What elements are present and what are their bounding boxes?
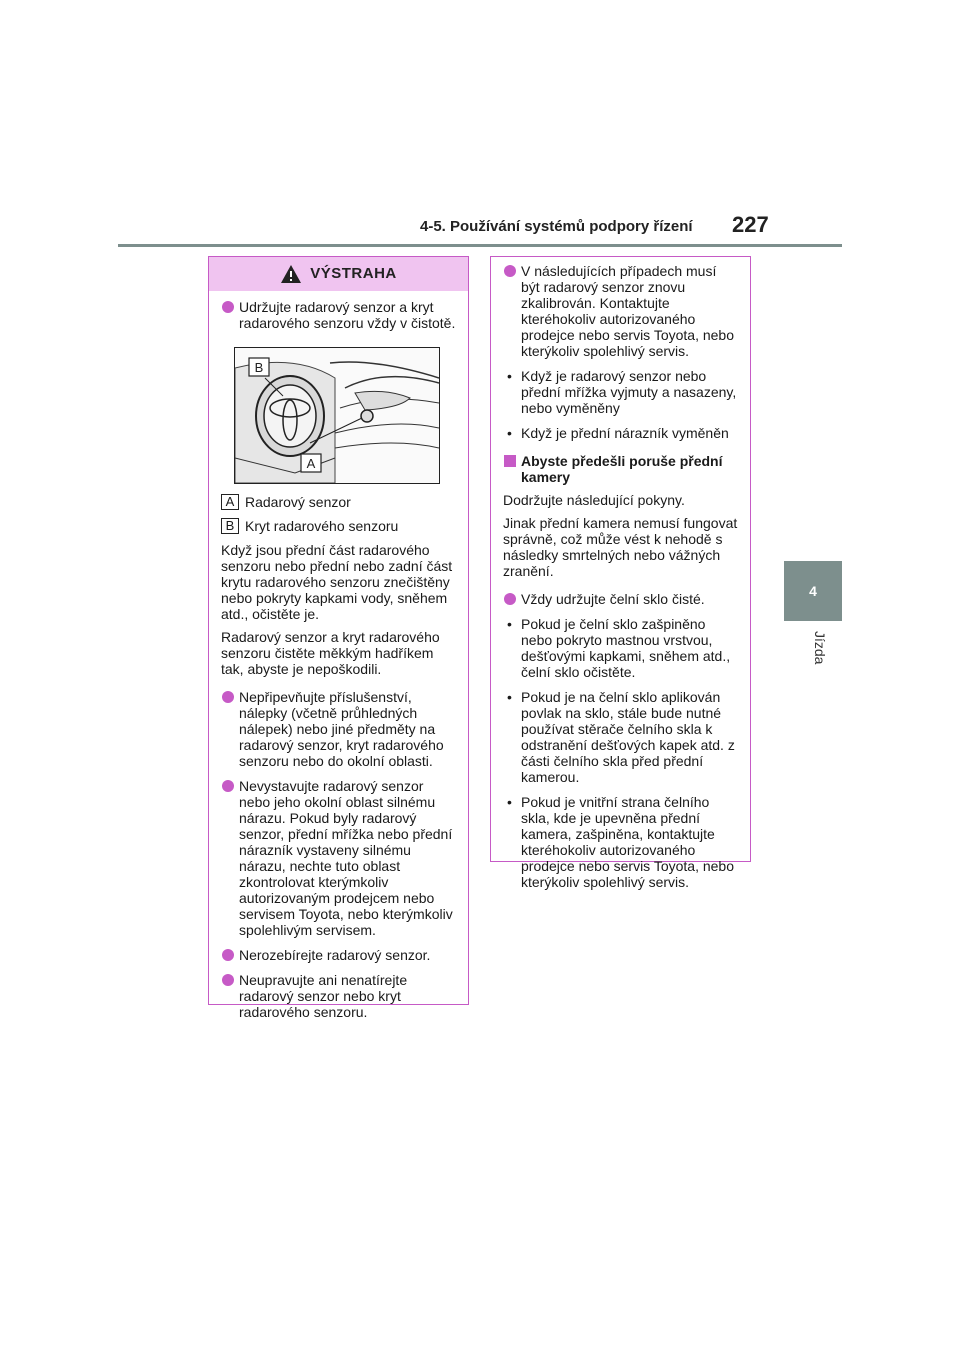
- radar-sensor-illustration: [234, 347, 440, 484]
- paragraph: Dodržujte následující pokyny.: [503, 492, 685, 508]
- header-rule: [118, 244, 842, 247]
- section-title: 4-5. Používání systémů podpory řízení: [420, 218, 693, 235]
- square-bullet-icon: [504, 455, 516, 467]
- list-item-text: Pokud je vnitřní strana čelního skla, kde je upevněna přední kamera, zašpiněna, kontaktujte kteréhokoliv autorizovaného prodejce nebo servis Toyota, nebo kterýkoliv spolehlivý servis.: [521, 794, 734, 890]
- warning-item-text: Nepřipevňujte příslušenství, nálepky (včetně průhledných nálepek) nebo jiné předměty na radarový senzor, kryt radarového senzoru nebo do okolní oblasti.: [239, 689, 444, 769]
- subsection-heading: [503, 453, 738, 485]
- legend-row-a: [221, 494, 456, 510]
- circle-bullet-icon: [222, 949, 234, 961]
- legend-text-a: Radarový senzor: [245, 494, 351, 510]
- warning-title: VÝSTRAHA: [310, 265, 397, 282]
- bullet-icon: •: [507, 794, 512, 810]
- warning-item-text: Neupravujte ani nenatírejte radarový senzor nebo kryt radarového senzoru.: [239, 972, 408, 1020]
- list-item: [503, 689, 738, 785]
- legend-key-b: B: [221, 518, 239, 534]
- legend-key-a: A: [221, 494, 239, 510]
- list-item-text: Pokud je čelní sklo zašpiněno nebo pokryto mastnou vrstvou, dešťovými kapkami, sněhem atd., čelní sklo očistěte.: [521, 616, 731, 680]
- callout-a-label: A: [306, 456, 316, 471]
- list-item: [503, 425, 738, 441]
- page-number: 227: [732, 212, 769, 237]
- callout-b-label: B: [254, 360, 264, 375]
- warning-item: [221, 689, 456, 769]
- warning-box: [208, 256, 469, 1020]
- paragraph: Jinak přední kamera nemusí fungovat správně, což může vést k nehodě s následky smrtelných nebo vážných zranění.: [503, 515, 738, 579]
- chapter-label: Jízda: [812, 631, 828, 665]
- circle-bullet-icon: [504, 265, 516, 277]
- chapter-tab: [784, 561, 842, 621]
- circle-bullet-icon: [222, 301, 234, 313]
- legend-text-b: Kryt radarového senzoru: [245, 518, 399, 534]
- subsection-heading-text: Abyste předešli poruše přední kamery: [521, 453, 723, 485]
- bullet-icon: •: [507, 368, 512, 384]
- warning-item-text: Nerozebírejte radarový senzor.: [239, 947, 431, 963]
- bullet-icon: •: [507, 689, 512, 705]
- list-item: [503, 794, 738, 890]
- chapter-number: 4: [809, 583, 817, 599]
- list-item: [503, 616, 738, 680]
- circle-bullet-icon: [504, 593, 516, 605]
- warning-item: [221, 778, 456, 938]
- circle-bullet-icon: [222, 974, 234, 986]
- warning-item: [503, 591, 738, 607]
- warning-item-text: Udržujte radarový senzor a kryt radarového senzoru vždy v čistotě.: [239, 299, 456, 331]
- circle-bullet-icon: [222, 780, 234, 792]
- list-item-text: Když je přední nárazník vyměněn: [521, 425, 729, 441]
- radar-sensor-illustration-drawing: [235, 348, 439, 483]
- list-item: [503, 368, 738, 416]
- warning-item-text: Vždy udržujte čelní sklo čisté.: [521, 591, 705, 607]
- warning-item: [221, 972, 456, 1020]
- legend-row-b: [221, 518, 456, 534]
- warning-item: [221, 299, 456, 331]
- paragraph: Když jsou přední část radarového senzoru nebo přední nebo zadní část krytu radarového senzoru znečištěny nebo pokryty kapkami vody, sněhem atd., očistěte je.: [221, 542, 453, 622]
- warning-item-text: V následujících případech musí být radarový senzor znovu zkalibrován. Kontaktujte kteréhokoliv autorizovaného prodejce nebo servis Toyota, nebo kterýkoliv spolehlivý servis.: [521, 263, 734, 359]
- warning-item: [503, 263, 738, 359]
- list-item-text: Když je radarový senzor nebo přední mřížka vyjmuty a nasazeny, nebo vyměněny: [521, 368, 737, 416]
- warning-header: [209, 257, 468, 291]
- circle-bullet-icon: [222, 691, 234, 703]
- bullet-icon: •: [507, 425, 512, 441]
- warning-item: [221, 947, 456, 963]
- warning-item-text: Nevystavujte radarový senzor nebo jeho okolní oblast silnému nárazu. Pokud byly radarový senzor, přední mřížka nebo přední nárazník vystaveny silnému nárazu, nechte tuto oblast zkontrolovat kterýmkoliv autorizovaným prodejcem nebo servisem Toyota, nebo kterýmkoliv spolehlivým servisem.: [239, 778, 453, 938]
- paragraph: Radarový senzor a kryt radarového senzoru čistěte měkkým hadříkem tak, abyste je nepoškodili.: [221, 629, 440, 677]
- warning-triangle-icon: [280, 264, 302, 284]
- list-item-text: Pokud je na čelní sklo aplikován povlak na sklo, stále bude nutné používat stěrače čelního skla k odstranění dešťových kapek atd. z části čelního skla před přední kamerou.: [521, 689, 735, 785]
- bullet-icon: •: [507, 616, 512, 632]
- continued-warning-box: [490, 256, 751, 890]
